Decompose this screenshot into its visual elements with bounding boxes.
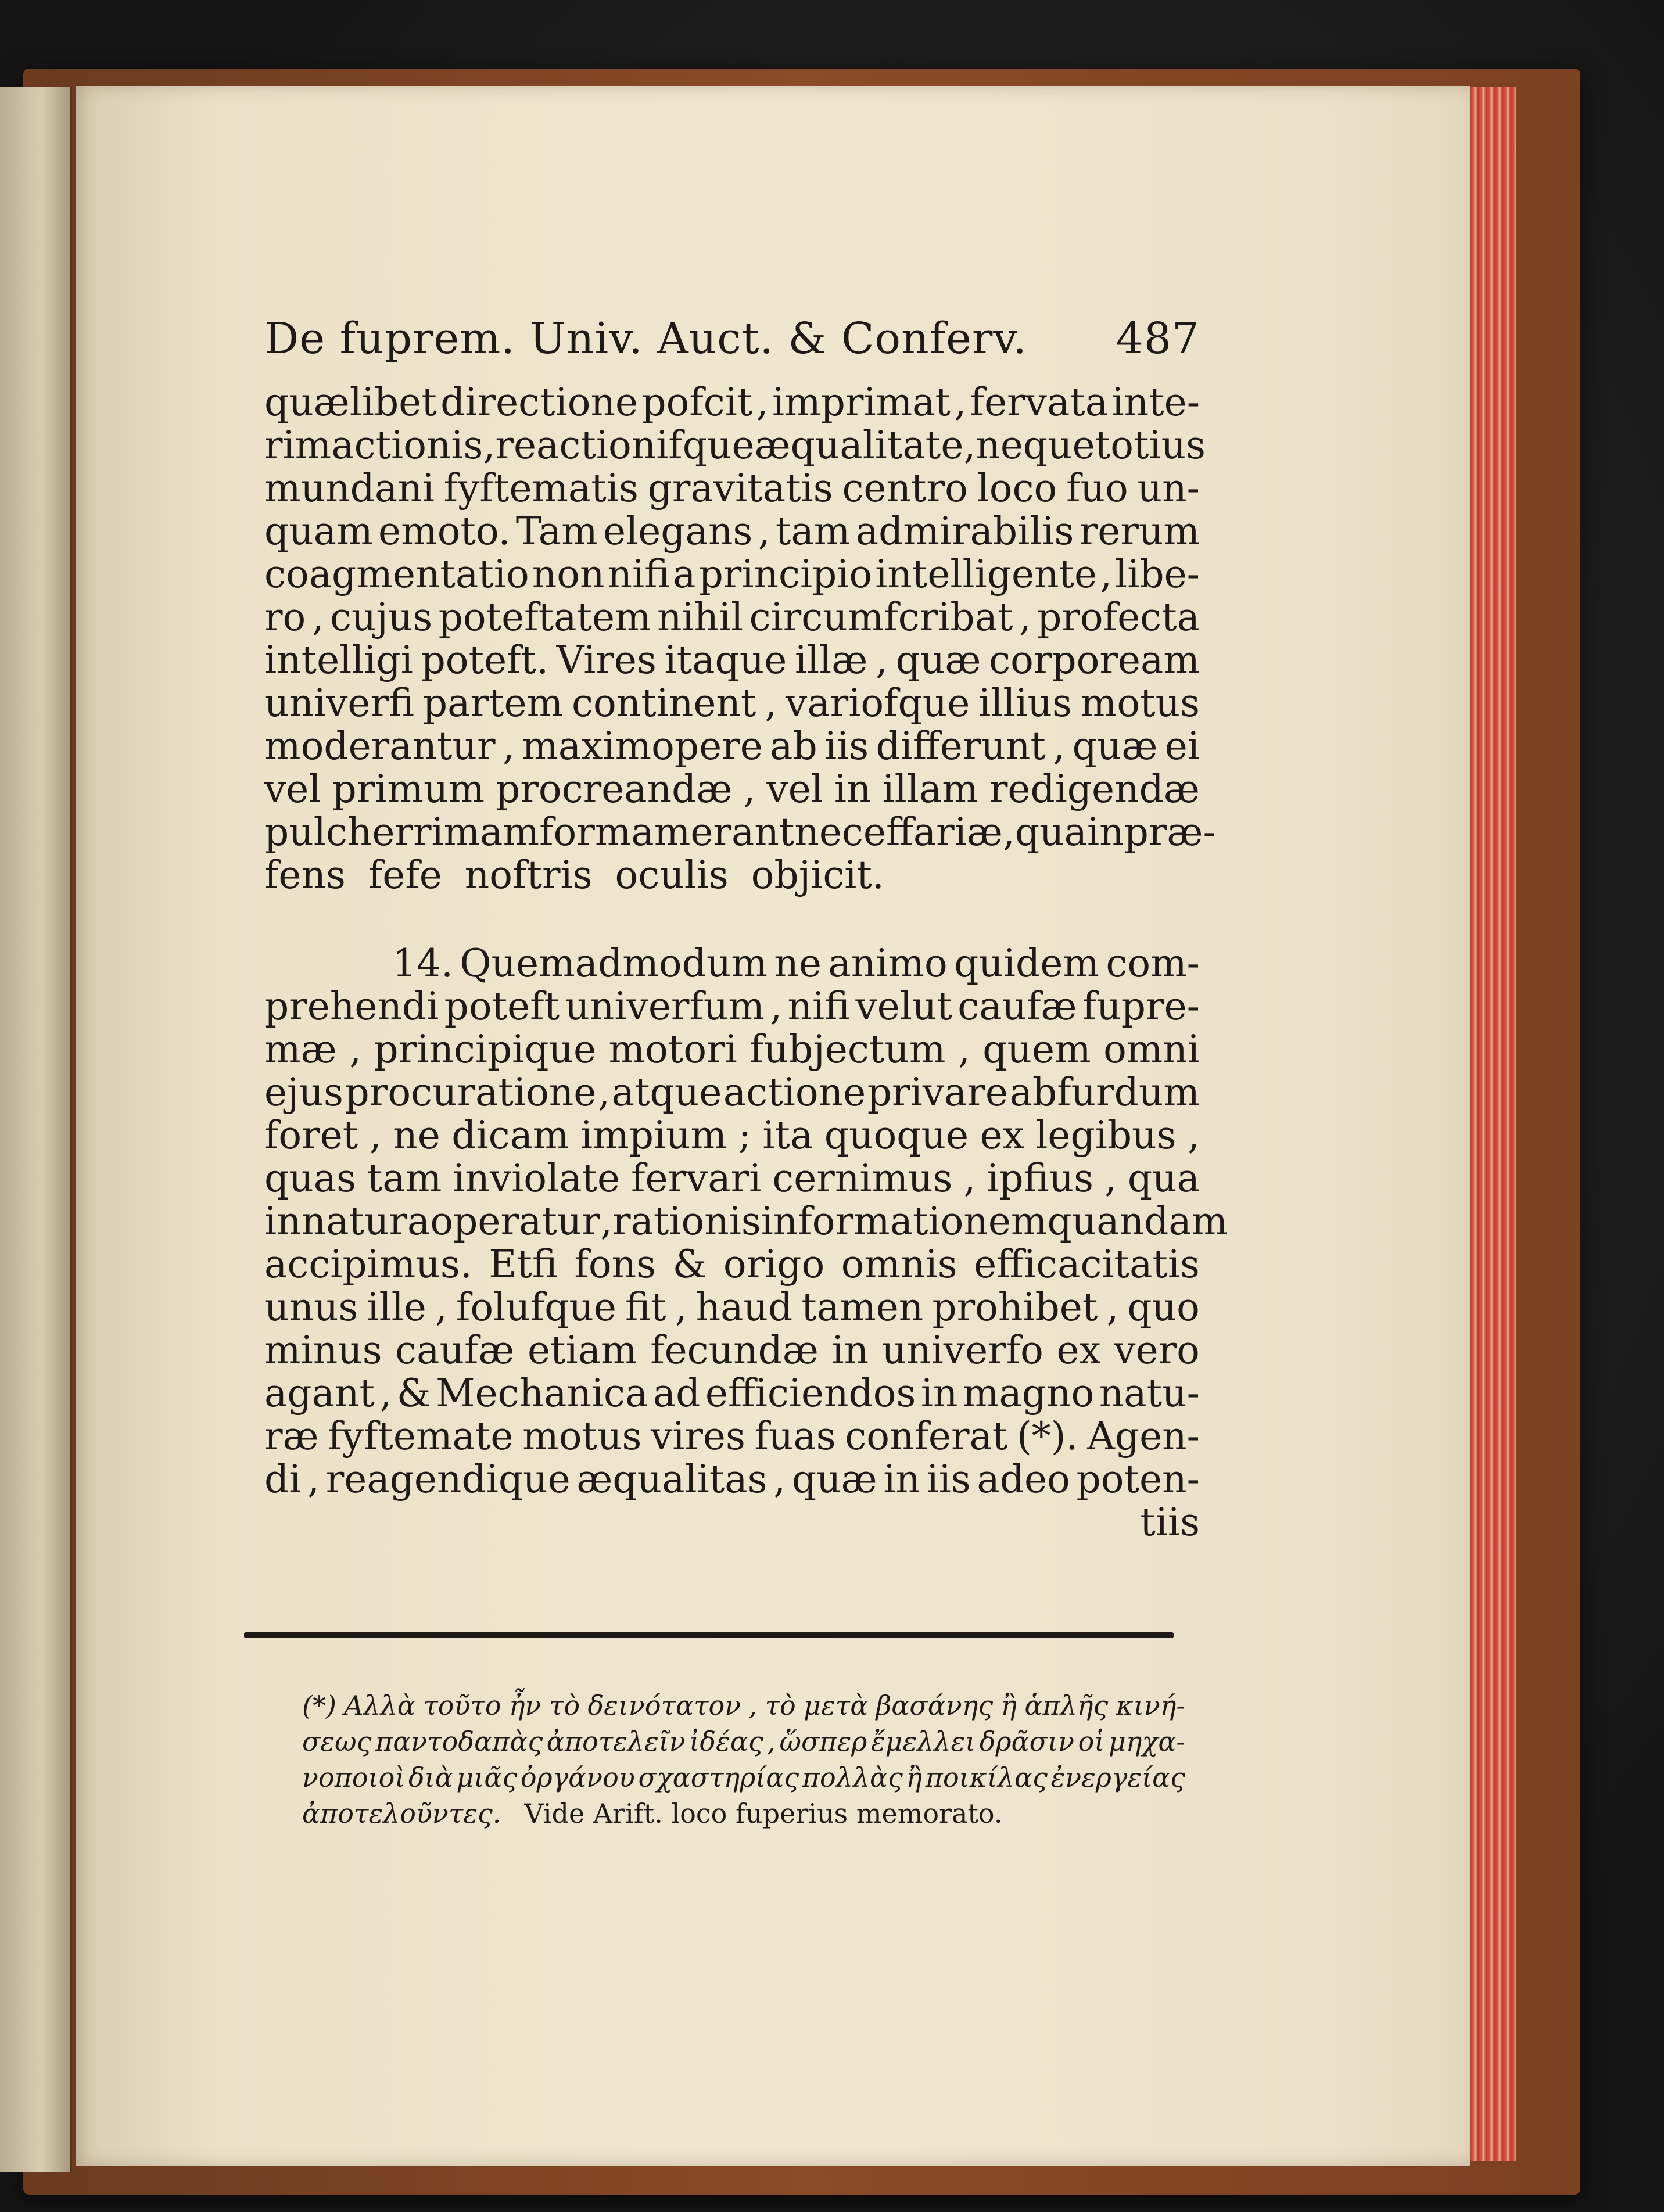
- text-line: 14. Quemadmodum ne animo quidem com-: [392, 941, 1200, 986]
- footnote-line: (*) Αλλὰ τοῦτο ἦν τὸ δεινότατον , τὸ μετὰ βασάνης ἢ ἁπλῆς κινή-: [302, 1690, 1185, 1721]
- footnote-line: [302, 1796, 1185, 1832]
- text-line: ejus procuratione , atque actione privare abfurdum: [264, 1070, 1200, 1115]
- text-line: moderantur , maximopere ab iis differunt , quæ ei: [264, 724, 1200, 769]
- text-line: prehendi poteft univerfum , nifi velut caufæ fupre-: [264, 984, 1200, 1029]
- text-line: fens fefe noftris oculis objicit.: [264, 853, 884, 897]
- text-line: unus ille , folufque fit , haud tamen prohibet , quo: [264, 1285, 1200, 1330]
- red-page-edges: [1470, 87, 1516, 2161]
- footnote-line: νοποιοὶ διὰ μιᾶς ὀργάνου σχαστηρίας πολλὰς ἢ ποικίλας ἐνεργείας: [302, 1762, 1185, 1793]
- footnote-citation: Vide Arift. loco fuperius memorato.: [524, 1798, 1003, 1829]
- text-line: coagmentatio non nifi a principio intelligente , libe-: [264, 552, 1200, 597]
- text-line: agant , & Mechanica ad efficiendos in magno natu-: [264, 1371, 1200, 1416]
- footnote: [302, 1687, 1185, 1832]
- running-header: [264, 314, 1200, 364]
- text-line: mæ , principique motori fubjectum , quem omni: [264, 1027, 1200, 1072]
- text-line: pulcherrimam formam erant neceffariæ , qua in præ-: [264, 810, 1216, 854]
- text-line: ræ fyftemate motus vires fuas conferat (*). Agen-: [264, 1414, 1200, 1459]
- footnote-greek-end: ἀποτελοῦντες.: [302, 1798, 501, 1829]
- facing-page-edge: [0, 87, 72, 2172]
- catchword: tiis: [1140, 1500, 1200, 1545]
- text-line: accipimus. Etfi fons & origo omnis efficacitatis: [264, 1242, 1200, 1287]
- page-number: 487: [1116, 314, 1200, 364]
- text-line: foret , ne dicam impium ; ita quoque ex legibus ,: [264, 1113, 1200, 1158]
- running-title: De fuprem. Univ. Auct. & Conferv.: [264, 314, 1027, 364]
- text-line: ro , cujus poteftatem nihil circumfcribat , profecta: [264, 595, 1200, 640]
- text-line: quam emoto. Tam elegans , tam admirabilis rerum: [264, 509, 1200, 554]
- text-line: rim actionis , reactionifque æqualitate , neque totius: [264, 423, 1206, 468]
- text-line: mundani fyftematis gravitatis centro loco fuo un-: [264, 466, 1200, 511]
- text-line: minus caufæ etiam fecundæ in univerfo ex vero: [264, 1328, 1200, 1373]
- paragraph-1: [264, 380, 1216, 897]
- footnote-rule: [244, 1632, 1174, 1638]
- text-line: quælibet directione pofcit , imprimat , fervata inte-: [264, 380, 1200, 425]
- text-line: quas tam inviolate fervari cernimus , ipfius , qua: [264, 1156, 1200, 1201]
- text-line: di , reagendique æqualitas , quæ in iis adeo poten-: [264, 1457, 1200, 1502]
- text-line: in natura operatur , rationis informationem quandam: [264, 1199, 1228, 1244]
- paragraph-2: [264, 941, 1228, 1545]
- main-text: [264, 314, 1228, 1545]
- text-line: vel primum procreandæ , vel in illam redigendæ: [264, 767, 1200, 811]
- footnote-line: σεως παντοδαπὰς ἀποτελεῖν ἰδέας , ὥσπερ ἔμελλει δρᾶσιν οἱ μηχα-: [302, 1726, 1185, 1757]
- text-line: univerfi partem continent , variofque illius motus: [264, 681, 1200, 726]
- text-line: intelligi poteft. Vires itaque illæ , quæ corpoream: [264, 638, 1200, 683]
